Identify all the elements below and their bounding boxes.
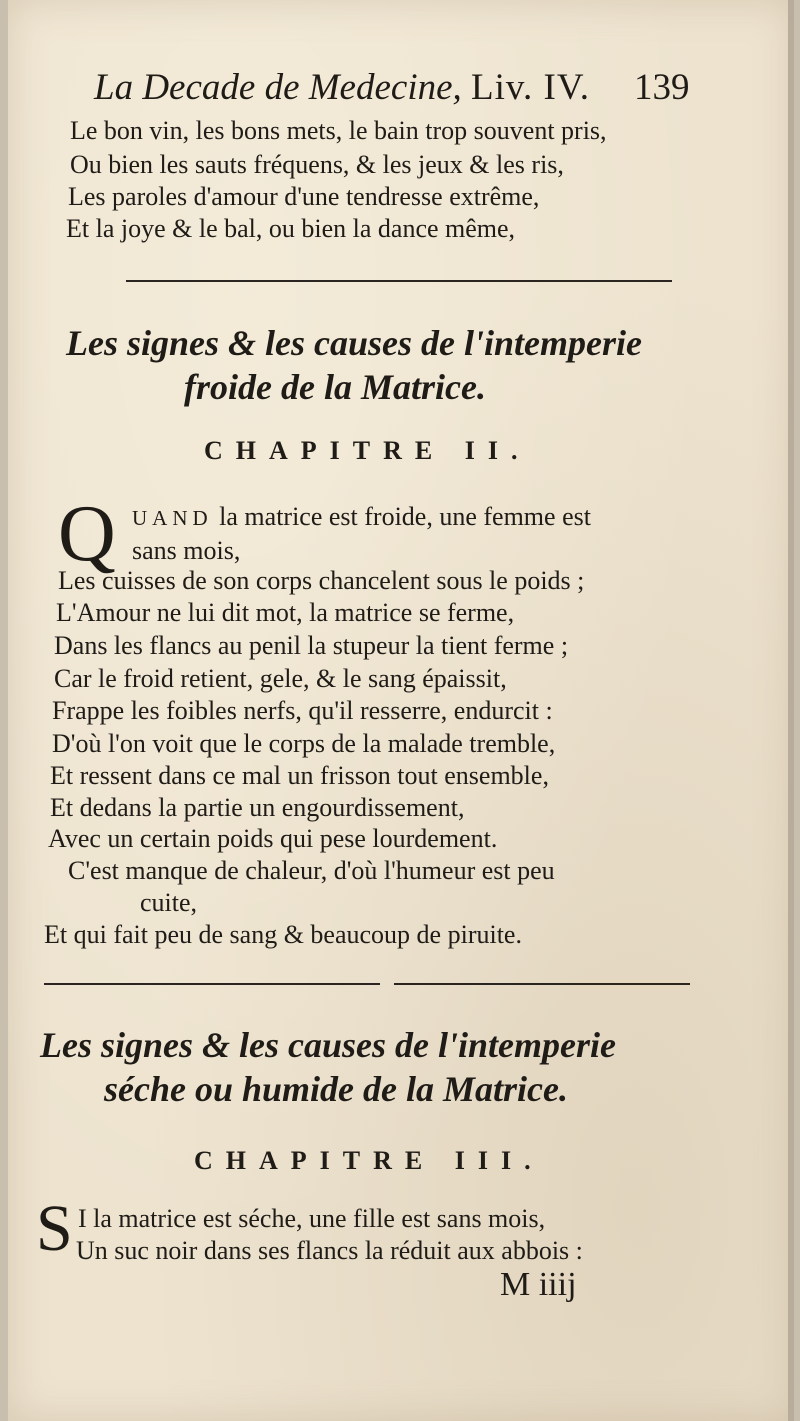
section-heading: froide de la Matrice. [184, 367, 486, 407]
running-head [94, 66, 690, 109]
page-number: 139 [634, 67, 690, 108]
verse-line: C'est manque de chaleur, d'où l'humeur est peu [68, 856, 555, 885]
chapter-title: CHAPITRE III. [194, 1146, 544, 1175]
section-rule [44, 983, 380, 985]
verse-line: Et qui fait peu de sang & beaucoup de piruite. [44, 920, 522, 949]
book-page [8, 0, 794, 1421]
verse-line: Avec un certain poids qui pese lourdement. [48, 824, 498, 853]
verse-line: Ou bien les sauts fréquens, & les jeux & les ris, [70, 150, 564, 179]
verse-line: Frappe les foibles nerfs, qu'il resserre, endurcit : [52, 696, 553, 725]
verse-line: Les paroles d'amour d'une tendresse extrême, [68, 182, 540, 211]
section-heading: Les signes & les causes de l'intemperie [66, 323, 642, 363]
verse-line: L'Amour ne lui dit mot, la matrice se ferme, [56, 598, 515, 627]
drop-cap: Q [58, 490, 116, 578]
verse-line: Et dedans la partie un engourdissement, [50, 793, 465, 822]
section-heading: Les signes & les causes de l'intemperie [40, 1025, 616, 1065]
verse-line: Le bon vin, les bons mets, le bain trop souvent pris, [70, 116, 607, 145]
drop-cap: S [36, 1192, 73, 1265]
page-edge [788, 0, 794, 1421]
first-word: UAND [132, 506, 213, 530]
verse-line: sans mois, [132, 536, 241, 565]
verse-line: Dans les flancs au penil la stupeur la tient ferme ; [54, 631, 569, 660]
verse-line: Et la joye & le bal, ou bien la dance même, [66, 214, 516, 243]
verse-line: Car le froid retient, gele, & le sang épaissit, [54, 664, 507, 693]
chapter-title: CHAPITRE II. [204, 436, 531, 465]
verse-line: Les cuisses de son corps chancelent sous le poids ; [58, 566, 585, 595]
section-rule [126, 280, 672, 282]
section-heading: séche ou humide de la Matrice. [104, 1069, 568, 1109]
signature-mark: M iiij [500, 1266, 577, 1303]
section-rule [394, 983, 690, 985]
verse-line: Un suc noir dans ses flancs la réduit aux abbois : [76, 1236, 583, 1265]
first-line-text: la matrice est froide, une femme est [219, 502, 591, 531]
running-head-title: La Decade de Medecine, [94, 67, 462, 108]
verse-line: Et ressent dans ce mal un frisson tout ensemble, [50, 761, 549, 790]
verse-line: cuite, [140, 888, 198, 917]
verse-line: D'où l'on voit que le corps de la malade tremble, [52, 729, 556, 758]
verse-line: I la matrice est séche, une fille est sans mois, [78, 1204, 546, 1233]
verse-line [132, 502, 591, 532]
running-head-book: Liv. IV. [471, 67, 591, 108]
